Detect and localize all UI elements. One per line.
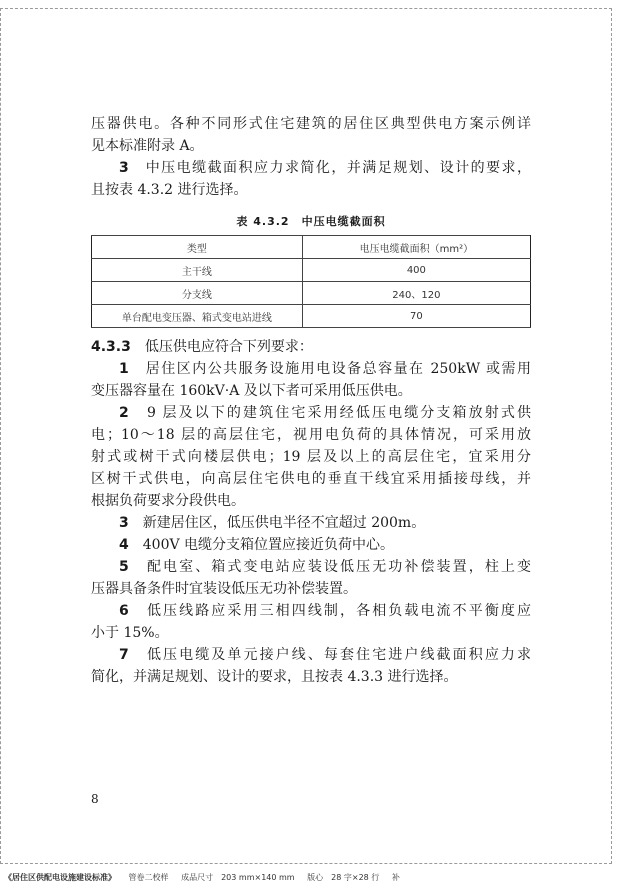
cell-value: 240、120 <box>302 282 530 305</box>
item-6-line <box>91 600 531 622</box>
item-text: 新建居住区，低压供电半径不宜超过 200m。 <box>142 515 426 531</box>
item-text: 中压电缆截面积应力求简化，并满足规划、设计的要求， <box>145 160 532 176</box>
cell-type: 单台配电变压器、箱式变电站进线 <box>92 305 303 328</box>
section-title: 低压供电应符合下列要求： <box>144 339 313 355</box>
item-number: 1 <box>119 361 129 377</box>
item-line: 变压器容量在 160kV·A 及以下者可采用低压供电。 <box>91 383 412 399</box>
footer-proof: 管卷二校样 <box>128 873 169 882</box>
item-5-line <box>91 556 531 578</box>
cell-value: 400 <box>302 259 530 282</box>
header-section: 电压电缆截面积（mm²） <box>302 236 530 259</box>
item-text: 居住区内公共服务设施用电设备总容量在 250kW 或需用 <box>145 361 531 377</box>
table-header-row <box>92 236 531 259</box>
item-text: 低压线路应采用三相四线制，各相负载电流不平衡度应 <box>146 603 532 619</box>
item-text: 9 层及以下的建筑住宅采用经低压电缆分支箱放射式供 <box>146 405 531 421</box>
footer-size: 成品尺寸 203 mm×140 mm <box>181 873 295 882</box>
item-4-line <box>91 534 531 556</box>
item-text: 低压电缆及单元接户线、每套住宅进户线截面积应力求 <box>146 647 532 663</box>
item-2-line <box>91 402 531 424</box>
page-content <box>91 113 531 688</box>
table-row <box>92 282 531 305</box>
item-number: 5 <box>119 559 129 575</box>
item-number: 7 <box>119 647 129 663</box>
cell-value: 70 <box>302 305 530 328</box>
footer-title: 《居住区供配电设施建设标准》 <box>4 873 116 882</box>
item-3-line <box>91 512 531 534</box>
table-row <box>92 259 531 282</box>
item-line: 根据负荷要求分段供电。 <box>91 493 245 509</box>
proof-footer <box>4 872 410 883</box>
page-number: 8 <box>91 792 99 806</box>
item-text: 400V 电缆分支箱位置应接近负荷中心。 <box>142 537 395 553</box>
item-number: 3 <box>119 160 129 176</box>
section-heading <box>91 336 531 358</box>
section-number: 4.3.3 <box>91 339 131 355</box>
item-line: 射式或树干式向楼层供电；19 层及以上的高层住宅，宜采用分 <box>91 449 531 465</box>
paragraph-line: 见本标准附录 A。 <box>91 138 204 154</box>
cable-section-table <box>91 235 531 328</box>
table-caption: 表 4.3.2 中压电缆截面积 <box>236 215 386 228</box>
item-line: 电；10～18 层的高层住宅，视用电负荷的具体情况，可采用放 <box>91 427 531 443</box>
item-line: 区树干式供电，向高层住宅供电的垂直干线宜采用插接母线，并 <box>91 471 531 487</box>
item-7-line <box>91 644 531 666</box>
cell-type: 分支线 <box>92 282 303 305</box>
footer-tail: 补 <box>391 873 400 882</box>
item-number: 4 <box>119 537 129 553</box>
table-row <box>92 305 531 328</box>
item-line: 压器具备条件时宜装设低压无功补偿装置。 <box>91 581 357 597</box>
item-line: 小于 15%。 <box>91 625 169 641</box>
paragraph-line: 压器供电。各种不同形式住宅建筑的居住区典型供电方案示例详 <box>91 116 531 132</box>
item-1-line <box>91 358 531 380</box>
paragraph-line: 且按表 4.3.2 进行选择。 <box>91 182 248 198</box>
item-3-line <box>91 157 531 179</box>
item-number: 6 <box>119 603 129 619</box>
item-number: 2 <box>119 405 129 421</box>
footer-core: 版心 28 字×28 行 <box>307 873 380 882</box>
item-line: 简化，并满足规划、设计的要求，且按表 4.3.3 进行选择。 <box>91 669 458 685</box>
header-type: 类型 <box>92 236 303 259</box>
item-number: 3 <box>119 515 129 531</box>
item-text: 配电室、箱式变电站应装设低压无功补偿装置，柱上变 <box>146 559 532 575</box>
cell-type: 主干线 <box>92 259 303 282</box>
